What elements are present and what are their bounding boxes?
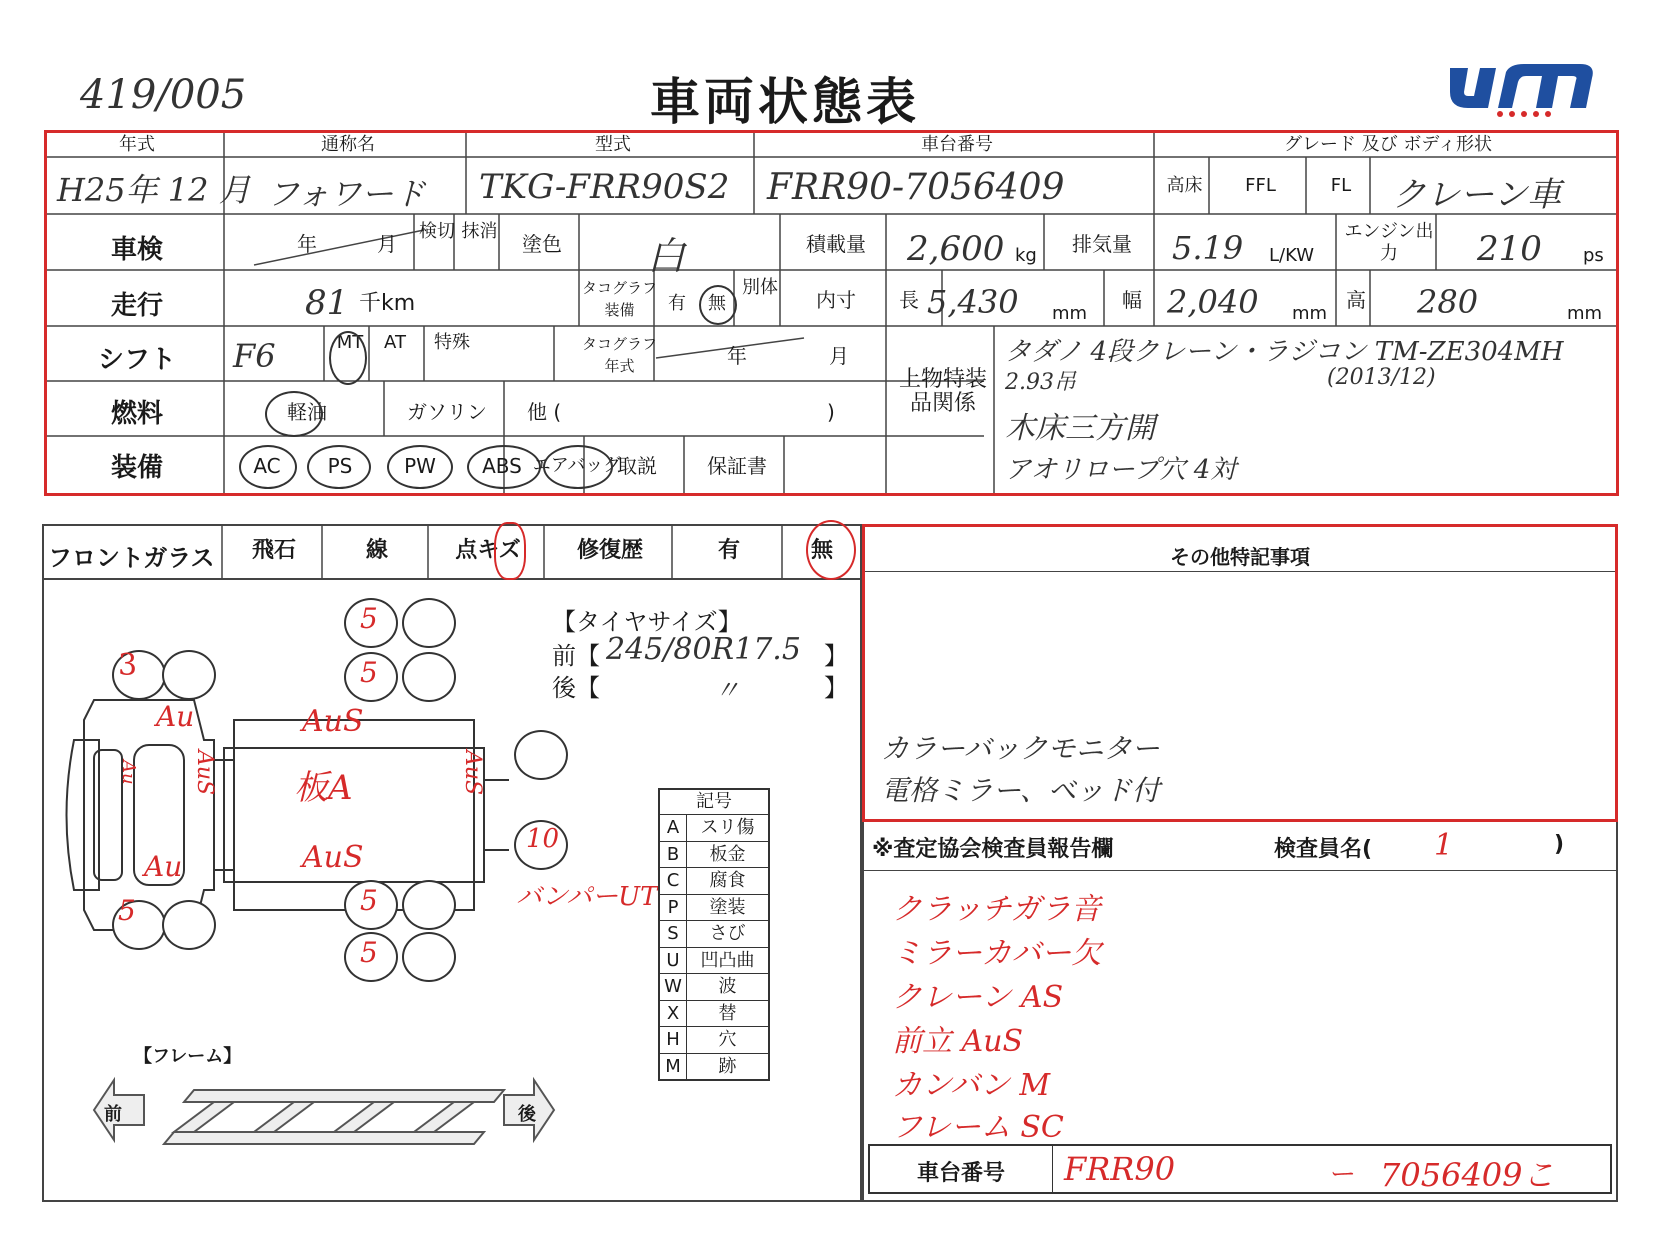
footer-shadai-prefix: FRR90 [1064, 1150, 1176, 1188]
nenshiki-label: 年式 [119, 134, 155, 155]
nenryo-label: 燃料 [110, 399, 163, 429]
tire-rear-2 [402, 598, 456, 648]
legend-meaning: 板金 [709, 843, 746, 865]
legend-meaning: 替 [718, 1002, 737, 1024]
engine-value: 210 [1477, 229, 1542, 269]
legend-row [660, 1027, 768, 1054]
soko-label: 走行 [110, 291, 163, 321]
katashiki-label: 型式 [595, 134, 631, 155]
shift-tokushu: 特殊 [434, 332, 470, 353]
legend-meaning: スリ傷 [700, 817, 755, 838]
tsushomei-value: フォワード [267, 175, 426, 213]
tacho-mu-circle [699, 285, 737, 325]
taka-unit: mm [1567, 303, 1603, 324]
sobi-ac-circle [239, 445, 297, 489]
mark-5-c: 5 [360, 884, 378, 917]
tire-front-left-inner [162, 650, 216, 700]
shift-mt: MT [336, 332, 364, 353]
other-notes-box [862, 524, 1618, 822]
frame-diagram [84, 1050, 564, 1170]
legend-meaning: 波 [718, 976, 737, 997]
glass-yu: 有 [717, 538, 740, 563]
mark-au-1: Au [156, 700, 195, 733]
legend-title: 記号 [660, 790, 768, 815]
legend-row [660, 868, 768, 895]
mark-ita-a: 板A [294, 768, 353, 808]
naisun-label: 内寸 [816, 288, 856, 312]
tacho-tsuki: 月 [829, 344, 849, 368]
shaken-label: 車検 [110, 235, 163, 265]
tire-label: 【タイヤサイズ】 [552, 608, 742, 636]
diagram-area [42, 580, 862, 1202]
nenshiki-value: H25年 12 月 [57, 171, 251, 209]
mark-aus-rear: AuS [460, 750, 485, 796]
legend-row [660, 921, 768, 948]
legend-meaning: 腐食 [709, 870, 746, 891]
doc-id: 419/005 [80, 72, 247, 118]
legend-table [658, 788, 770, 1081]
shaken-tsuki: 月 [377, 232, 397, 256]
tacho-mu: 無 [708, 293, 726, 314]
inspector-note-4: 前立 AuS [892, 1024, 1024, 1059]
legend-row [660, 895, 768, 922]
mark-au-2: Au [118, 760, 139, 785]
inspector-note-6: フレーム SC [892, 1110, 1064, 1145]
mark-au-3: Au [144, 850, 183, 883]
footer-shadai-dash: ー [1330, 1160, 1357, 1190]
mark-5-d: 5 [360, 936, 378, 969]
glass-tenkizu-mark [494, 522, 526, 580]
haikiryo-label: 排気量 [1072, 232, 1132, 256]
tire-front-value: 245/80R17.5 [606, 632, 801, 667]
legend-code: H [660, 1027, 687, 1053]
truck-diagram [54, 680, 574, 1100]
tire-front-close: 】 [824, 642, 848, 670]
sobi-pw-circle [387, 445, 453, 489]
other-notes-line-1: カラーバックモニター [881, 732, 1160, 765]
uwamono-label: 上物特装品関係 [898, 367, 987, 416]
footer-shadai [868, 1144, 1612, 1194]
sobi-airbag: エアバッグ [532, 455, 622, 476]
legend-meaning: 凹凸曲 [700, 949, 755, 971]
shadai-value: FRR90-7056409 [767, 167, 1065, 208]
legend-code: M [660, 1054, 687, 1080]
mark-aus-bottom: AuS [302, 840, 364, 875]
sobi-pw: PW [404, 454, 436, 478]
soko-unit: 千km [359, 291, 416, 316]
inspector-note-2: ミラーカバー欠 [892, 936, 1102, 971]
sekisai-unit: kg [1015, 245, 1037, 266]
mark-5-b: 5 [360, 656, 378, 689]
shadai-label: 車台番号 [921, 134, 993, 155]
tire-rear-label: 後【 [552, 674, 600, 702]
fuel-keiyu-circle [265, 391, 323, 437]
sobi-torisetsu: 取説 [617, 454, 657, 478]
taka-label: 高 [1346, 288, 1366, 312]
glass-sen: 線 [365, 538, 388, 563]
fuel-gasoline: ガソリン [407, 400, 487, 424]
sekisai-value: 2,600 [907, 229, 1005, 269]
sekisai-label: 積載量 [806, 232, 866, 256]
inspector-note-5: カンバン M [892, 1068, 1051, 1103]
frame-rear-label: 後 [518, 1104, 536, 1125]
tacho-nen-label: タコグラフ年式 [582, 335, 658, 375]
inspector-label: ※査定協会検査員報告欄 [872, 837, 1114, 862]
shift-label: シフト [97, 345, 176, 375]
glass-tenkizu: 点キズ [455, 538, 521, 563]
tire-rear-6 [402, 880, 456, 930]
kengiri-label: 検切 [419, 221, 455, 242]
sobi-abs: ABS [482, 454, 522, 478]
upper-table [44, 130, 1619, 496]
fuel-sonota: 他 ( [527, 400, 562, 424]
uwamono-line-2: 2.93吊 [1005, 370, 1076, 395]
naga-value: 5,430 [927, 283, 1019, 321]
haba-value: 2,040 [1167, 283, 1259, 321]
sobi-ac: AC [253, 454, 281, 478]
glass-shufukureki: 修復歴 [576, 538, 643, 563]
legend-meaning: 跡 [718, 1055, 737, 1077]
shift-mt-circle [329, 331, 367, 385]
uwamono-line-3: (2013/12) [1327, 365, 1436, 390]
tosoku-label: 塗色 [522, 232, 562, 256]
page-title: 車両状態表 [650, 73, 920, 131]
mark-5-e: 5 [118, 894, 136, 927]
haikiryo-value: 5.19 [1172, 229, 1244, 267]
mark-10: 10 [526, 824, 560, 854]
engine-label: エンジン出力 [1344, 221, 1434, 264]
grade-value: クレーン車 [1392, 175, 1562, 215]
inspector-box [862, 822, 1618, 1202]
masshou-label: 抹消 [461, 221, 498, 242]
other-notes-line-2: 電格ミラー、ベッド付 [881, 774, 1160, 807]
sobi-hoshosho: 保証書 [707, 454, 767, 478]
katashiki-value: TKG-FRR90S2 [479, 167, 730, 207]
haba-unit: mm [1292, 303, 1328, 324]
frame-label: 【フレーム】 [134, 1046, 242, 1067]
glass-label: フロントガラス [48, 544, 215, 572]
tire-front-label: 前【 [552, 642, 600, 670]
other-notes-label: その他特記事項 [1170, 545, 1310, 569]
uwamono-line-4: 木床三方開 [1005, 411, 1155, 446]
legend-code: U [660, 948, 687, 974]
sobi-ps-circle [307, 445, 371, 489]
naga-unit: mm [1052, 303, 1088, 324]
inspector-name-close: ) [1554, 832, 1565, 857]
legend-code: B [660, 842, 687, 868]
shift-value: F6 [233, 337, 276, 375]
legend-row [660, 974, 768, 1001]
inspector-name-label: 検査員名( [1274, 837, 1373, 862]
glass-mu-circle [806, 520, 856, 580]
mark-aus-top: AuS [302, 704, 364, 739]
tsushomei-label: 通称名 [321, 134, 375, 155]
footer-shadai-label: 車台番号 [916, 1161, 1005, 1186]
haikiryo-unit: L/KW [1269, 245, 1315, 266]
tacho-nen: 年 [727, 344, 747, 368]
grade-label: グレード 及び ボディ形状 [1283, 134, 1492, 155]
naga-label: 長 [899, 288, 919, 312]
tire-spare-1 [514, 730, 568, 780]
legend-row [660, 948, 768, 975]
grade-opt-fl: FL [1330, 175, 1352, 196]
legend-code: X [660, 1001, 687, 1027]
legend-meaning: さび [709, 923, 746, 944]
inspector-name-value: 1 [1434, 828, 1454, 863]
grade-opt-takadoko: 高床 [1166, 175, 1203, 196]
legend-code: W [660, 974, 687, 1000]
fuel-keiyu: 軽油 [287, 400, 327, 424]
sobi-ps: PS [327, 454, 353, 478]
legend-code: P [660, 895, 687, 921]
tire-rear-close: 】 [824, 674, 848, 702]
engine-unit: ps [1583, 245, 1604, 266]
tire-rear-value: 〃 [714, 676, 741, 706]
glass-row [42, 524, 862, 580]
footer-shadai-suffix: 7056409こ [1380, 1156, 1555, 1194]
legend-row [660, 815, 768, 842]
haba-label: 幅 [1122, 288, 1142, 312]
legend-row [660, 1001, 768, 1028]
uwamono-line-5: アオリロープ穴 4対 [1005, 455, 1237, 485]
sobi-label: 装備 [110, 453, 163, 483]
glass-mu: 無 [810, 538, 833, 563]
tire-rear-4 [402, 652, 456, 702]
shift-at: AT [384, 332, 406, 353]
uwamono-line-1: タダノ 4段クレーン・ラジコン TM-ZE304MH [1005, 337, 1564, 367]
frame-front-label: 前 [104, 1104, 122, 1125]
soko-value: 81 [305, 283, 349, 323]
legend-code: C [660, 868, 687, 894]
glass-tobiishi: 飛石 [251, 538, 296, 563]
legend-meaning: 穴 [718, 1029, 737, 1050]
tire-front-right-inner [162, 900, 216, 950]
mark-aus-cab: AuS [192, 750, 217, 796]
taka-value: 280 [1417, 283, 1479, 321]
mark-3: 3 [118, 648, 138, 683]
legend-row [660, 842, 768, 869]
legend-row [660, 1054, 768, 1080]
betsutai-label: 別体 [742, 277, 778, 298]
tacho-label: タコグラフ装備 [582, 279, 658, 319]
inspector-note-1: クラッチガラ音 [892, 892, 1101, 927]
legend-code: S [660, 921, 687, 947]
mark-5-a: 5 [360, 602, 378, 635]
fuel-sonota-close: ) [827, 400, 835, 424]
grade-opt-ffl: FFL [1245, 175, 1276, 196]
tire-rear-8 [402, 932, 456, 982]
mark-bumper-ut: バンパーUT [516, 882, 658, 912]
company-logo [1440, 50, 1600, 120]
legend-meaning: 塗装 [709, 896, 746, 918]
inspector-note-3: クレーン AS [892, 980, 1064, 1015]
legend-code: A [660, 815, 687, 841]
tosoku-value: 白 [647, 234, 686, 278]
tacho-yu: 有 [668, 293, 686, 314]
shaken-nen: 年 [297, 232, 317, 256]
